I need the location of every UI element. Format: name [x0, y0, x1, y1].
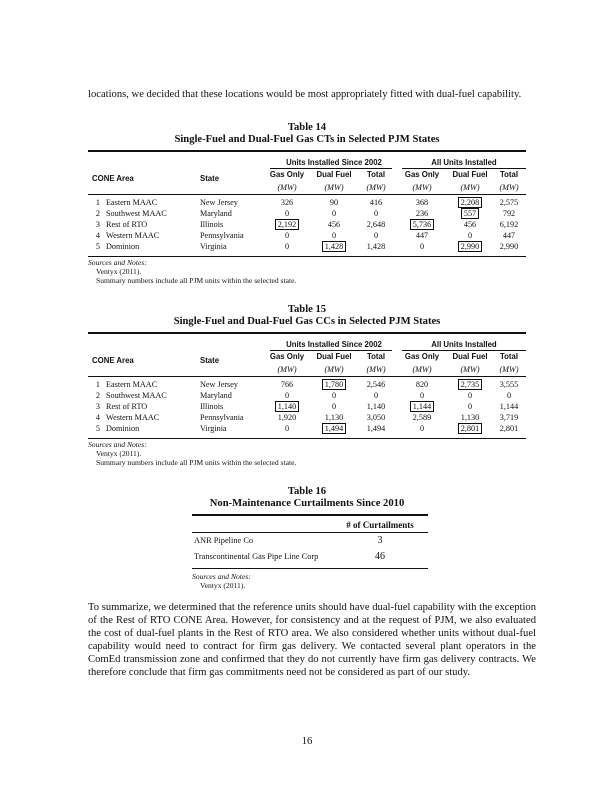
table14-row-0-t2-value: 2,575 — [499, 198, 519, 207]
table14-row-1-area-value: Southwest MAAC — [106, 209, 167, 218]
table14-group2-header: All Units Installed — [431, 158, 497, 167]
table15-row-0-state — [200, 380, 238, 390]
table14-row-3-area — [106, 231, 159, 241]
page-number: 16 — [301, 736, 313, 747]
table14-unit-gas2: (MW) — [412, 183, 432, 192]
table15 — [88, 332, 526, 447]
table15-row-2-area — [106, 402, 147, 412]
table14-row-3-d2-value: 0 — [467, 231, 473, 240]
table14-row-2-t1 — [356, 220, 396, 230]
table14-row-0-d1 — [312, 198, 356, 208]
table14-row-3-state-value: Pennsylvania — [200, 231, 244, 240]
table15-col-gas1: Gas Only — [269, 352, 305, 361]
table15-unit-total1: (MW) — [366, 365, 386, 374]
table15-row-1-area-value: Southwest MAAC — [106, 391, 167, 400]
table14-row-1-n — [90, 209, 100, 219]
table15-row-1-d2-value: 0 — [467, 391, 473, 400]
table14-row-4-n-value: 5 — [95, 242, 100, 251]
table15-row-4-t2-value: 2,801 — [499, 424, 519, 433]
table15-row-3-g1 — [262, 413, 312, 423]
table14-row-1-n-value: 2 — [95, 209, 100, 218]
table16-top-rule — [192, 514, 428, 516]
table15-row-4-g2 — [396, 424, 448, 434]
table15-row-3-n — [90, 413, 100, 423]
table15-col-state: State — [200, 356, 220, 365]
table14-row-2-t1-value: 2,648 — [366, 220, 386, 229]
table14-row-2-g2-value: 5,736 — [410, 219, 434, 230]
table14-row-0-d1-value: 90 — [329, 198, 339, 207]
table14-top-rule — [88, 150, 526, 152]
table16-row-1-value: 46 — [375, 551, 385, 562]
table15-row-2-state — [200, 402, 223, 412]
table16-row-1-name: Transcontinental Gas Pipe Line Corp — [194, 552, 319, 561]
table15-row-1-d2 — [448, 391, 492, 401]
table15-row-0-g1 — [262, 380, 312, 390]
table15-row-4-t1-value: 1,494 — [366, 424, 386, 433]
table14-row-3-d2 — [448, 231, 492, 241]
table14-row-2-d1-value: 456 — [327, 220, 341, 229]
table15-row-1-state-value: Maryland — [200, 391, 232, 400]
table15-unit-total2: (MW) — [499, 365, 519, 374]
table15-group1-header: Units Installed Since 2002 — [286, 340, 382, 349]
table14-row-0-t1 — [356, 198, 396, 208]
table15-row-0-area-value: Eastern MAAC — [106, 380, 158, 389]
table14-row-4-d1 — [312, 242, 356, 252]
table15-row-3-g1-value: 1,920 — [277, 413, 297, 422]
table15-row-1-g2 — [396, 391, 448, 401]
table14-row-4-t2 — [492, 242, 526, 252]
table15-row-4-state-value: Virginia — [200, 424, 227, 433]
table14-row-0-t1-value: 416 — [369, 198, 383, 207]
table14-row-4-g1 — [262, 242, 312, 252]
table15-row-3-t1 — [356, 413, 396, 423]
table15-row-4-g1 — [262, 424, 312, 434]
table15-row-4-area — [106, 424, 139, 434]
table15-row-1-t1 — [356, 391, 396, 401]
table14-row-3-n — [90, 231, 100, 241]
table14-row-4-d2-value: 2,990 — [458, 241, 482, 252]
table14-row-2-t2-value: 6,192 — [499, 220, 519, 229]
table14-row-1-g1 — [262, 209, 312, 219]
table14-unit-gas1: (MW) — [277, 183, 297, 192]
table14-row-4-state-value: Virginia — [200, 242, 227, 251]
table15-row-1-state — [200, 391, 232, 401]
table15-row-1-d1 — [312, 391, 356, 401]
table14-group1-header: Units Installed Since 2002 — [286, 158, 382, 167]
table14-unit-total1: (MW) — [366, 183, 386, 192]
table15-row-1-t2-value: 0 — [506, 391, 512, 400]
table14-group1-rule — [270, 168, 392, 169]
table15-row-4-n-value: 5 — [95, 424, 100, 433]
table14-row-4-n — [90, 242, 100, 252]
table15-row-3-t2 — [492, 413, 526, 423]
table14-row-1-d2-value: 557 — [461, 208, 479, 219]
table14-row-0-g2 — [396, 198, 448, 208]
table15-row-0-d1-value: 1,780 — [322, 379, 346, 390]
table15-group2-header: All Units Installed — [431, 340, 497, 349]
table14-row-3-g2-value: 447 — [415, 231, 429, 240]
table15-unit-dual1: (MW) — [324, 365, 344, 374]
table15-sources-label: Sources and Notes: — [88, 440, 147, 449]
table14-row-3-t2-value: 447 — [502, 231, 516, 240]
table14-row-0-state-value: New Jersey — [200, 198, 238, 207]
table14-sources-label: Sources and Notes: — [88, 258, 147, 267]
table14-row-3-n-value: 4 — [95, 231, 100, 240]
table14-col-area: CONE Area — [92, 174, 134, 183]
table15-row-0-t2 — [492, 380, 526, 390]
table14-row-1-g2-value: 236 — [415, 209, 429, 218]
table15-row-1-n — [90, 391, 100, 401]
table16-row-0-value: 3 — [377, 535, 383, 546]
table14-row-4-t2-value: 2,990 — [499, 242, 519, 251]
table15-top-rule — [88, 332, 526, 334]
table14-row-2-g1-value: 2,192 — [275, 219, 299, 230]
table15-row-3-state-value: Pennsylvania — [200, 413, 244, 422]
table14-row-2-g1 — [262, 220, 312, 230]
table15-row-3-d2 — [448, 413, 492, 423]
table15-row-3-t2-value: 3,719 — [499, 413, 519, 422]
table14-group2-rule — [402, 168, 526, 169]
table15-row-1-n-value: 2 — [95, 391, 100, 400]
table14-row-4-g2 — [396, 242, 448, 252]
table15-row-4-d1-value: 1,494 — [322, 423, 346, 434]
table15-row-2-g2 — [396, 402, 448, 412]
table16-sources-label: Sources and Notes: — [192, 572, 251, 581]
table15-row-0-t2-value: 3,555 — [499, 380, 519, 389]
table15-group1-rule — [270, 350, 392, 351]
table14-row-1-t1-value: 0 — [373, 209, 379, 218]
table14-row-3-g2 — [396, 231, 448, 241]
table16-header-rule — [192, 532, 428, 533]
table14-row-0-n-value: 1 — [95, 198, 100, 207]
table14-row-4-d2 — [448, 242, 492, 252]
table14-row-3-t2 — [492, 231, 526, 241]
table15-row-4-n — [90, 424, 100, 434]
table14-row-2-t2 — [492, 220, 526, 230]
table14-row-3-g1-value: 0 — [284, 231, 290, 240]
table14-unit-dual1: (MW) — [324, 183, 344, 192]
table15-row-0-d2 — [448, 380, 492, 390]
table15-unit-gas2: (MW) — [412, 365, 432, 374]
table14-row-0-g2-value: 368 — [415, 198, 429, 207]
table15-row-4-area-value: Dominion — [106, 424, 140, 433]
table15-row-2-t2-value: 1,144 — [499, 402, 519, 411]
table14-note: Summary numbers include all PJM units within the selected state. — [96, 276, 297, 285]
table14-row-4-t1-value: 1,428 — [366, 242, 386, 251]
table14-unit-dual2: (MW) — [460, 183, 480, 192]
table14-row-0-state — [200, 198, 238, 208]
table15-row-3-g2-value: 2,589 — [412, 413, 432, 422]
table15-row-0-state-value: New Jersey — [200, 380, 238, 389]
table14-col-total2: Total — [499, 170, 519, 179]
table14-row-1-area — [106, 209, 167, 219]
table14-col-gas1: Gas Only — [269, 170, 305, 179]
table15-row-0-n — [90, 380, 100, 390]
table15-row-2-g2-value: 1,144 — [410, 401, 434, 412]
table15-group2-rule — [402, 350, 526, 351]
table14-row-1-state-value: Maryland — [200, 209, 232, 218]
table16-title: Non-Maintenance Curtailments Since 2010 — [209, 498, 405, 509]
table14-row-3-t1-value: 0 — [373, 231, 379, 240]
table15-row-1-d1-value: 0 — [331, 391, 337, 400]
table15-row-0-g2-value: 820 — [415, 380, 429, 389]
table15-row-0-g1-value: 766 — [280, 380, 294, 389]
table14-row-1-state — [200, 209, 232, 219]
table15-col-total1: Total — [366, 352, 386, 361]
table15-col-total2: Total — [499, 352, 519, 361]
table15-row-0-n-value: 1 — [95, 380, 100, 389]
table14-row-1-d2 — [448, 209, 492, 219]
table14-row-0-t2 — [492, 198, 526, 208]
table15-row-0-g2 — [396, 380, 448, 390]
table14-row-0-d2 — [448, 198, 492, 208]
table15-row-2-t1 — [356, 402, 396, 412]
table15-row-0-area — [106, 380, 157, 390]
table15-row-4-state — [200, 424, 227, 434]
table14-row-1-t1 — [356, 209, 396, 219]
table14-row-2-d2-value: 456 — [463, 220, 477, 229]
table15-row-3-t1-value: 3,050 — [366, 413, 386, 422]
table14-row-0-d2-value: 2,208 — [458, 197, 482, 208]
table14-row-0-n — [90, 198, 100, 208]
table15-row-1-g1-value: 0 — [284, 391, 290, 400]
table15-row-2-d2 — [448, 402, 492, 412]
table16-source: Ventyx (2011). — [200, 581, 246, 590]
table14-col-gas2: Gas Only — [404, 170, 440, 179]
table15-bottom-rule — [88, 438, 526, 439]
table14-row-0-area-value: Eastern MAAC — [106, 198, 158, 207]
table14-row-3-d1 — [312, 231, 356, 241]
table14-row-2-area-value: Rest of RTO — [106, 220, 148, 229]
table15-row-2-d1-value: 0 — [331, 402, 337, 411]
table15-row-4-t1 — [356, 424, 396, 434]
table14-row-3-t1 — [356, 231, 396, 241]
table15-row-3-area-value: Western MAAC — [106, 413, 160, 422]
table15-sources — [88, 440, 296, 467]
intro-paragraph: locations, we decided that these locations would be most appropriately fitted with dual-fuel capability. — [88, 89, 522, 100]
table14-row-2-state-value: Illinois — [200, 220, 224, 229]
table14-row-2-g2 — [396, 220, 448, 230]
table14-row-2-d2 — [448, 220, 492, 230]
conclusion-paragraph: To summarize, we determined that the reference units should have dual-fuel capability with the exception of the Rest of RTO CONE Area. However, for consistency and at the request of PJM, we also evaluated the cost of dual-fuel plants in the Rest of RTO area. We also considered whether units without dual-fuel capability would need to contract for firm gas delivery. We contacted several plant operators in the ComEd transmission zone and confirmed that they do not currently have firm gas delivery contracts. We therefore conclude that firm gas commitments need not be considered as part of our study. — [88, 602, 536, 678]
table14-col-dual1: Dual Fuel — [316, 170, 352, 179]
table14-bottom-rule — [88, 256, 526, 257]
table16-row-0-name: ANR Pipeline Co — [194, 536, 254, 545]
table15-row-2-d2-value: 0 — [467, 402, 473, 411]
table15-row-3-g2 — [396, 413, 448, 423]
table15-row-4-g1-value: 0 — [284, 424, 290, 433]
table14-number: Table 14 — [287, 122, 327, 133]
table15-row-1-g2-value: 0 — [419, 391, 425, 400]
table14-row-3-area-value: Western MAAC — [106, 231, 160, 240]
table14-row-1-g1-value: 0 — [284, 209, 290, 218]
table15-row-3-d1-value: 1,130 — [324, 413, 344, 422]
table15-row-0-d2-value: 2,735 — [458, 379, 482, 390]
table14-col-dual2: Dual Fuel — [452, 170, 488, 179]
table14-row-0-g1-value: 326 — [280, 198, 294, 207]
table15-row-0-t1-value: 2,546 — [366, 380, 386, 389]
table15-row-4-d2 — [448, 424, 492, 434]
table14-row-1-g2 — [396, 209, 448, 219]
table15-row-1-g1 — [262, 391, 312, 401]
table15-row-2-t1-value: 1,140 — [366, 402, 386, 411]
table14-row-3-g1 — [262, 231, 312, 241]
table14-title: Single-Fuel and Dual-Fuel Gas CTs in Selected PJM States — [174, 134, 440, 145]
table15-row-2-t2 — [492, 402, 526, 412]
table15-row-4-g2-value: 0 — [419, 424, 425, 433]
table15-unit-dual2: (MW) — [460, 365, 480, 374]
table14-row-4-d1-value: 1,428 — [322, 241, 346, 252]
table15-row-3-n-value: 4 — [95, 413, 100, 422]
table14-header-rule — [88, 194, 526, 195]
table15-row-3-state — [200, 413, 244, 423]
table16-bottom-rule — [192, 568, 428, 569]
table14-col-state: State — [200, 174, 220, 183]
table15-row-2-d1 — [312, 402, 356, 412]
table15-row-4-d2-value: 2,801 — [458, 423, 482, 434]
table14-row-4-g2-value: 0 — [419, 242, 425, 251]
table15-row-2-n — [90, 402, 100, 412]
table15-col-area: CONE Area — [92, 356, 134, 365]
table15-row-0-t1 — [356, 380, 396, 390]
table15-header-rule — [88, 376, 526, 377]
table14-row-0-area — [106, 198, 157, 208]
table14-row-2-n-value: 3 — [95, 220, 100, 229]
table14-unit-total2: (MW) — [499, 183, 519, 192]
table15-row-2-area-value: Rest of RTO — [106, 402, 148, 411]
table14-row-1-d1-value: 0 — [331, 209, 337, 218]
table15-note: Summary numbers include all PJM units within the selected state. — [96, 458, 297, 467]
table15-row-1-area — [106, 391, 167, 401]
table16-number: Table 16 — [287, 486, 327, 497]
table14-row-4-area-value: Dominion — [106, 242, 140, 251]
table14-row-2-d1 — [312, 220, 356, 230]
table14-sources — [88, 258, 296, 285]
table14-row-4-t1 — [356, 242, 396, 252]
table15-row-2-n-value: 3 — [95, 402, 100, 411]
table15-col-dual2: Dual Fuel — [452, 352, 488, 361]
table15-source: Ventyx (2011). — [96, 449, 142, 458]
table14-row-2-n — [90, 220, 100, 230]
table15-row-2-g1 — [262, 402, 312, 412]
table15-title: Single-Fuel and Dual-Fuel Gas CCs in Selected PJM States — [173, 316, 441, 327]
table14-row-0-g1 — [262, 198, 312, 208]
table14-source: Ventyx (2011). — [96, 267, 142, 276]
table15-row-4-t2 — [492, 424, 526, 434]
table14-row-1-d1 — [312, 209, 356, 219]
table15-row-1-t2 — [492, 391, 526, 401]
table14-row-2-state — [200, 220, 223, 230]
table14-col-total1: Total — [366, 170, 386, 179]
table15-row-3-area — [106, 413, 159, 423]
table14-row-3-state — [200, 231, 244, 241]
table14-row-1-t2-value: 792 — [502, 209, 516, 218]
table15-number: Table 15 — [287, 304, 327, 315]
table15-row-0-d1 — [312, 380, 356, 390]
table14-row-4-state — [200, 242, 227, 252]
table14 — [88, 150, 526, 265]
table14-row-4-g1-value: 0 — [284, 242, 290, 251]
table16-col-header: # of Curtailments — [346, 520, 414, 530]
table15-row-1-t1-value: 0 — [373, 391, 379, 400]
table14-row-4-area — [106, 242, 139, 252]
table15-row-3-d2-value: 1,130 — [460, 413, 480, 422]
table15-col-gas2: Gas Only — [404, 352, 440, 361]
table15-row-2-state-value: Illinois — [200, 402, 224, 411]
table15-row-3-d1 — [312, 413, 356, 423]
table14-row-3-d1-value: 0 — [331, 231, 337, 240]
table14-row-2-area — [106, 220, 147, 230]
table15-col-dual1: Dual Fuel — [316, 352, 352, 361]
table14-row-1-t2 — [492, 209, 526, 219]
table16-sources — [192, 572, 251, 590]
table15-row-2-g1-value: 1,140 — [275, 401, 299, 412]
table15-row-4-d1 — [312, 424, 356, 434]
table15-unit-gas1: (MW) — [277, 365, 297, 374]
